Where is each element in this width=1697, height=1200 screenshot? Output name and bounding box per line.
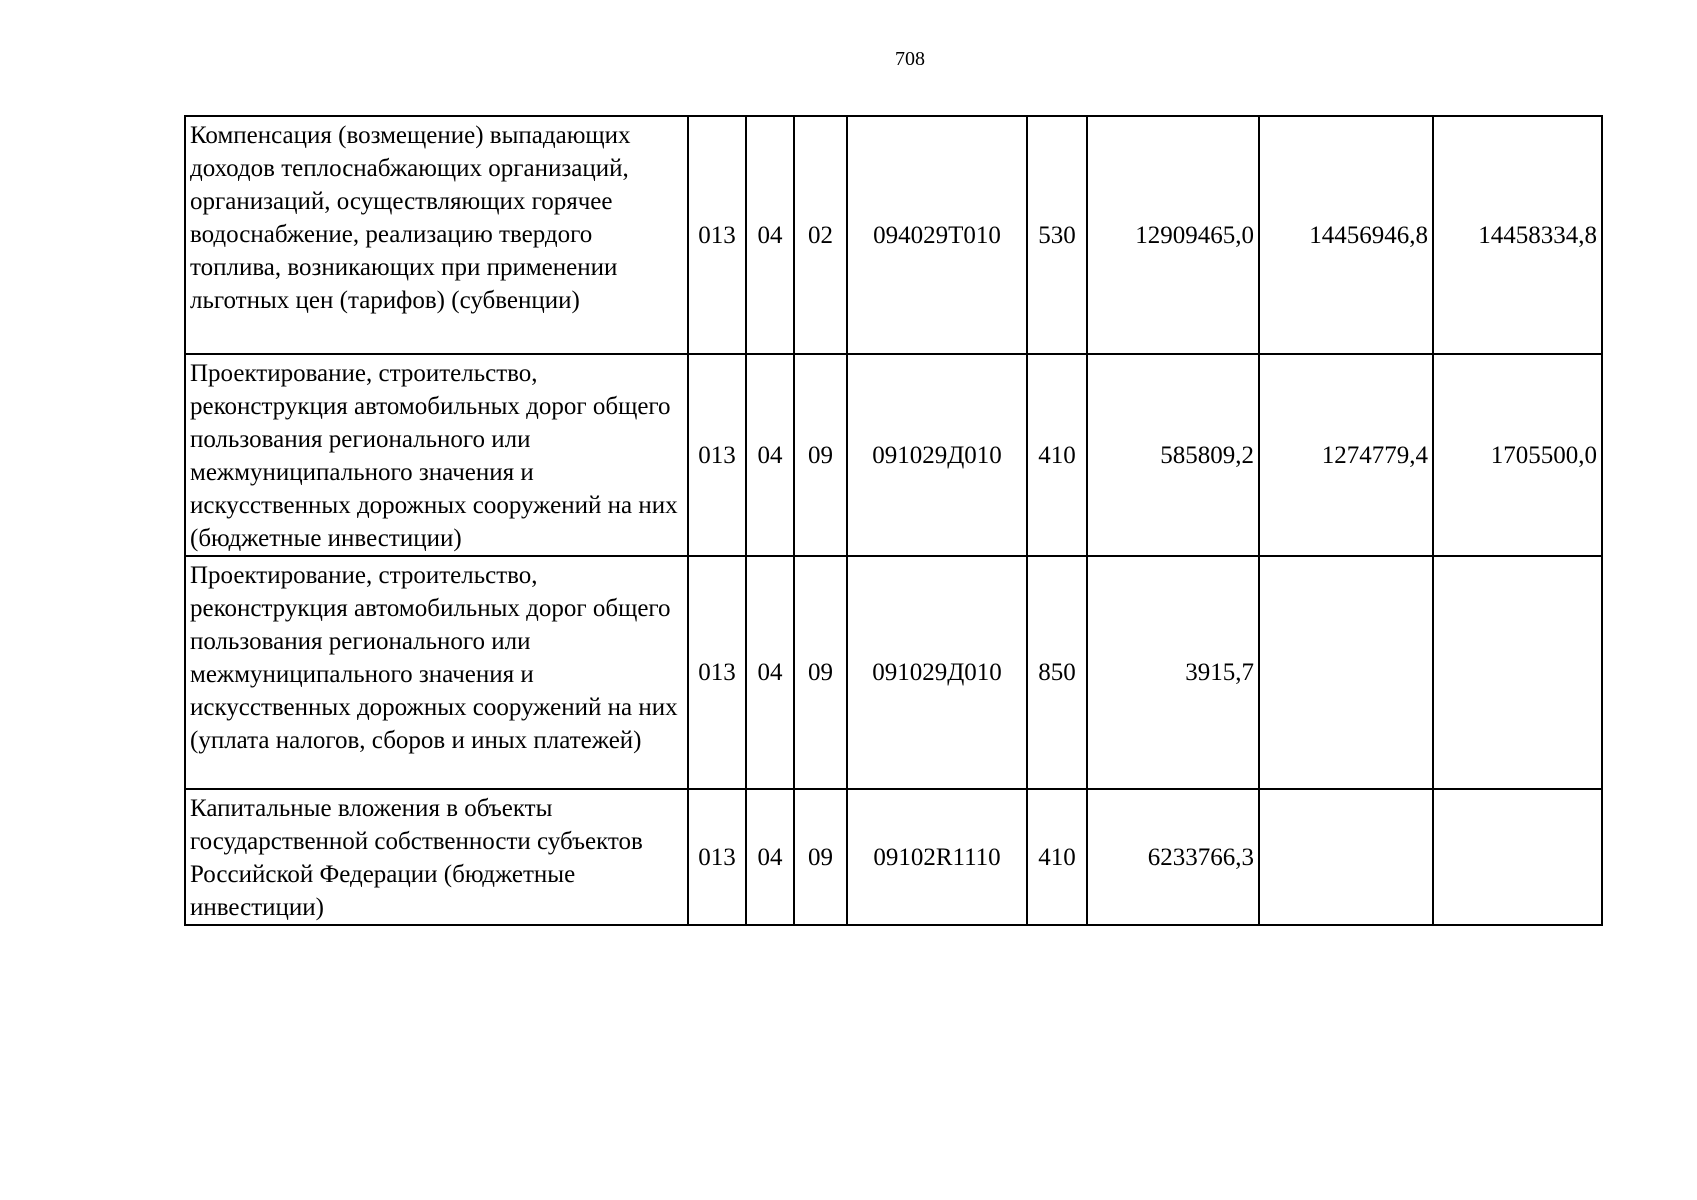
table-row	[185, 354, 1602, 556]
page-number: 708	[895, 48, 925, 70]
target-article-code: 094029Т010	[847, 116, 1027, 354]
ministry-code: 013	[688, 789, 746, 925]
expense-type-code: 410	[1027, 789, 1087, 925]
section-code: 04	[746, 556, 794, 789]
amount-year-3: 1705500,0	[1433, 354, 1602, 556]
expense-description: Компенсация (возмещение) выпадающих доходов теплоснабжающих организаций, организаций, осуществляющих горячее водоснабжение, реализацию твердого топлива, возникающих при применении льготных цен (тарифов) (субвенции)	[185, 116, 688, 354]
amount-year-3	[1433, 556, 1602, 789]
expense-description: Капитальные вложения в объекты государственной собственности субъектов Российской Федерации (бюджетные инвестиции)	[185, 789, 688, 925]
amount-year-1: 6233766,3	[1087, 789, 1259, 925]
expense-type-code: 410	[1027, 354, 1087, 556]
table-row	[185, 116, 1602, 354]
section-code: 04	[746, 116, 794, 354]
target-article-code: 091029Д010	[847, 354, 1027, 556]
subsection-code: 02	[794, 116, 847, 354]
subsection-code: 09	[794, 789, 847, 925]
amount-year-1: 12909465,0	[1087, 116, 1259, 354]
amount-year-3	[1433, 789, 1602, 925]
amount-year-1: 3915,7	[1087, 556, 1259, 789]
ministry-code: 013	[688, 556, 746, 789]
budget-table	[184, 115, 1603, 926]
subsection-code: 09	[794, 354, 847, 556]
amount-year-2	[1259, 789, 1433, 925]
amount-year-1: 585809,2	[1087, 354, 1259, 556]
expense-type-code: 850	[1027, 556, 1087, 789]
section-code: 04	[746, 789, 794, 925]
ministry-code: 013	[688, 354, 746, 556]
section-code: 04	[746, 354, 794, 556]
amount-year-2	[1259, 556, 1433, 789]
expense-description: Проектирование, строительство, реконструкция автомобильных дорог общего пользования регионального или межмуниципального значения и искусственных дорожных сооружений на них (уплата налогов, сборов и иных платежей)	[185, 556, 688, 789]
target-article-code: 09102R1110	[847, 789, 1027, 925]
target-article-code: 091029Д010	[847, 556, 1027, 789]
expense-description: Проектирование, строительство, реконструкция автомобильных дорог общего пользования регионального или межмуниципального значения и искусственных дорожных сооружений на них (бюджетные инвестиции)	[185, 354, 688, 556]
amount-year-2: 14456946,8	[1259, 116, 1433, 354]
ministry-code: 013	[688, 116, 746, 354]
table-row	[185, 556, 1602, 789]
table-row	[185, 789, 1602, 925]
expense-type-code: 530	[1027, 116, 1087, 354]
amount-year-2: 1274779,4	[1259, 354, 1433, 556]
subsection-code: 09	[794, 556, 847, 789]
amount-year-3: 14458334,8	[1433, 116, 1602, 354]
